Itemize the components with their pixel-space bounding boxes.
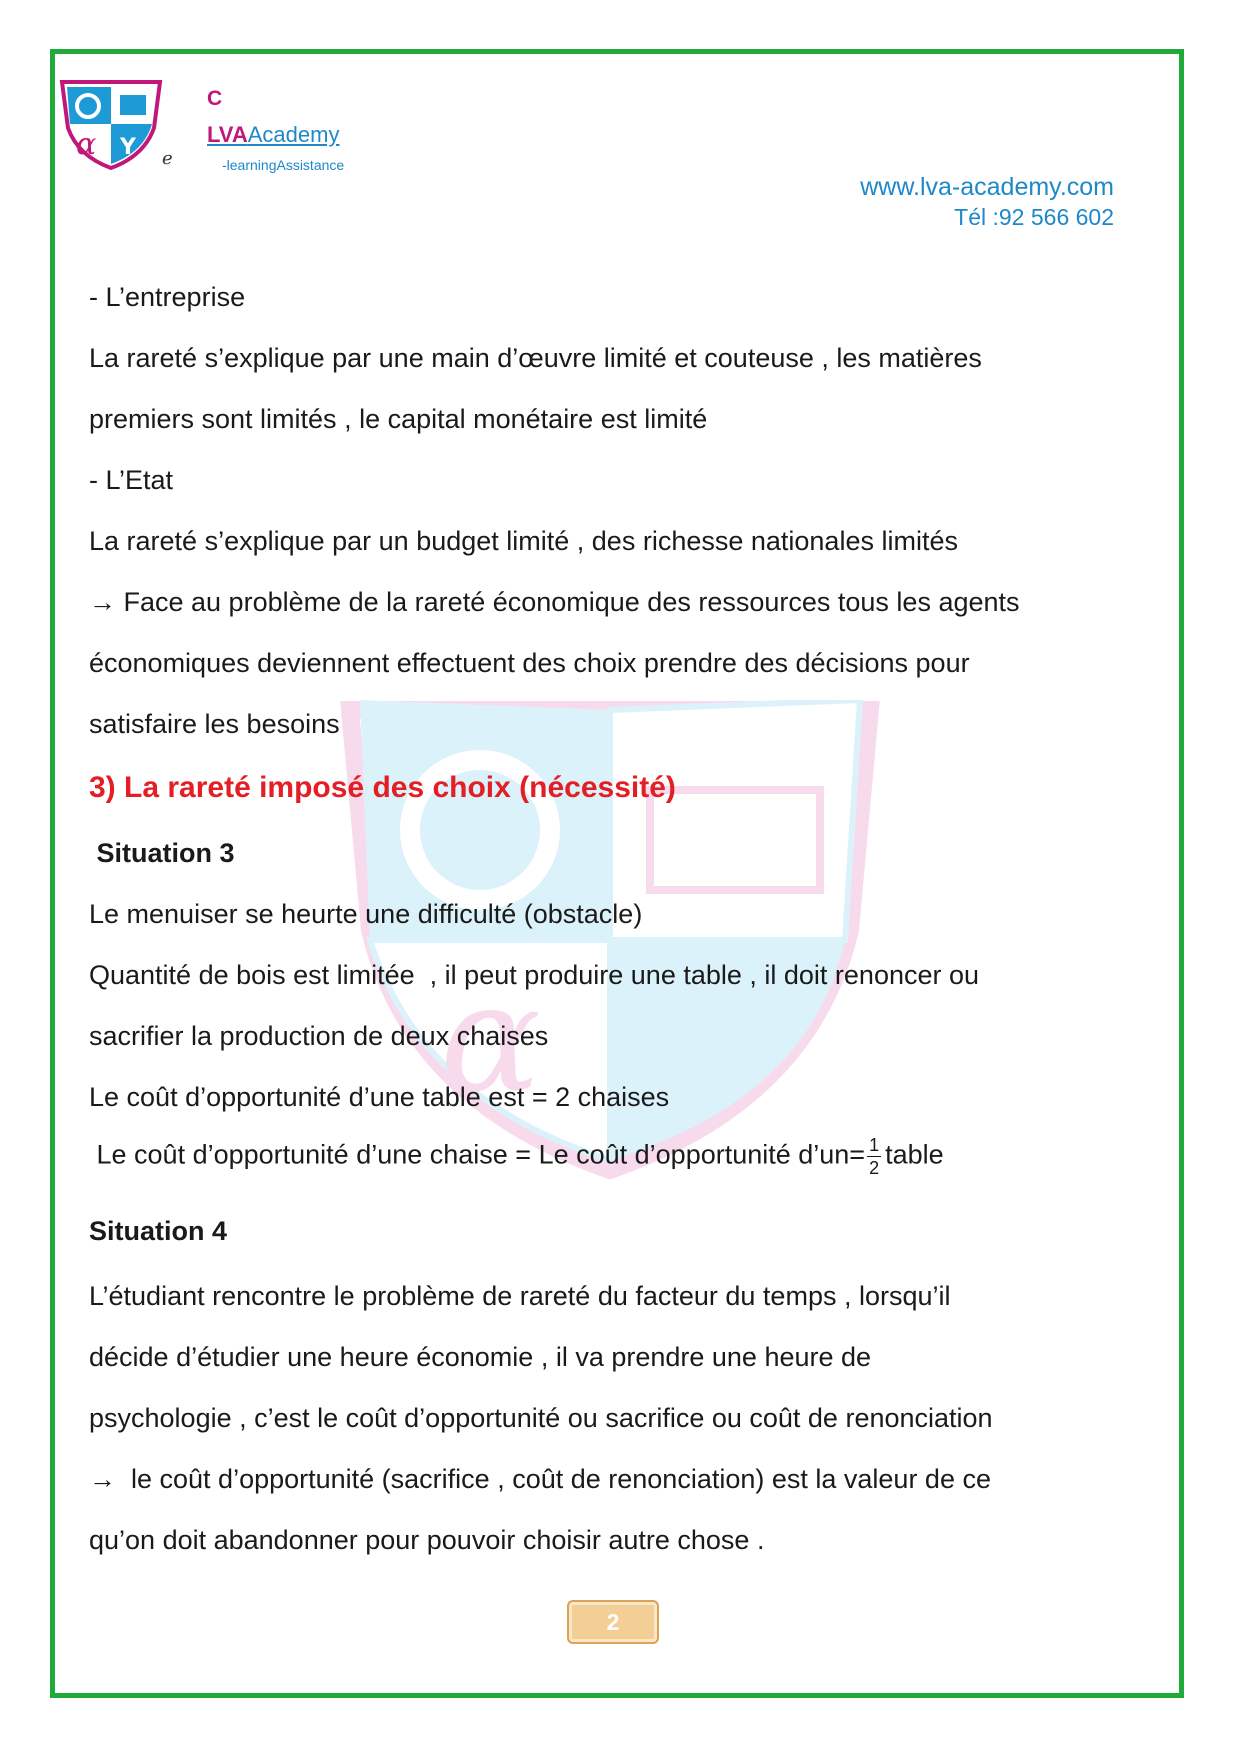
fraction-one-half: [867, 1136, 881, 1177]
fraction-denominator: 2: [869, 1158, 880, 1178]
paragraph-line: → le coût d’opportunité (sacrifice , coût de renonciation) est la valeur de ce: [89, 1464, 991, 1494]
paragraph-line: premiers sont limités , le capital monétaire est limité: [89, 404, 708, 434]
brand-academy: Academy: [247, 122, 340, 147]
paragraph-line: psychologie , c’est le coût d’opportunité ou sacrifice ou coût de renonciation: [89, 1403, 993, 1433]
paragraph-line: économiques deviennent effectuent des choix prendre des décisions pour: [89, 648, 970, 678]
formula-unit: table: [885, 1139, 944, 1170]
paragraph-line: sacrifier la production de deux chaises: [89, 1021, 549, 1051]
situation-3-heading: Situation 3: [89, 838, 235, 868]
brand-lva: LVA: [207, 122, 248, 147]
paragraph-line: - L’entreprise: [89, 282, 246, 312]
situation-4-heading: Situation 4: [89, 1216, 228, 1246]
paragraph-line: → Face au problème de la rareté économique des ressources tous les agents: [89, 587, 1020, 617]
lva-academy-logo: [58, 78, 164, 170]
svg-text:α: α: [440, 952, 542, 1126]
paragraph-line: La rareté s’explique par une main d’œuvre limité et couteuse , les matières: [89, 343, 982, 373]
svg-text:α: α: [76, 127, 97, 162]
fraction-numerator: 1: [869, 1135, 880, 1155]
paragraph-line: Quantité de bois est limitée , il peut produire une table , il doit renoncer ou: [89, 960, 980, 990]
paragraph-line: La rareté s’explique par un budget limité , des richesse nationales limités: [89, 526, 958, 556]
paragraph-line: décide d’étudier une heure économie , il va prendre une heure de: [89, 1342, 872, 1372]
page-number-badge: 2: [567, 1600, 659, 1644]
svg-text:Y: Y: [120, 135, 136, 160]
contact-block: [860, 172, 1114, 232]
brand-letter: C: [207, 87, 223, 110]
paragraph-line: qu’on doit abandonner pour pouvoir choisir autre chose .: [89, 1525, 765, 1555]
section-heading: 3) La rareté imposé des choix (nécessité): [89, 771, 676, 804]
website-link[interactable]: www.lva-academy.com: [860, 173, 1114, 201]
formula-text: Le coût d’opportunité d’une chaise = Le coût d’opportunité d’un=: [89, 1139, 866, 1170]
brand-name: [207, 122, 339, 148]
logo-e-mark: e: [162, 148, 173, 169]
brand-tagline: -learningAssistance: [222, 157, 345, 173]
phone-number: Tél :92 566 602: [954, 204, 1114, 230]
paragraph-line: Le coût d’opportunité d’une table est = 2 chaises: [89, 1082, 670, 1112]
paragraph-line: L’étudiant rencontre le problème de rareté du facteur du temps , lorsqu’il: [89, 1281, 951, 1311]
paragraph-line: Le menuiser se heurte une difficulté (obstacle): [89, 899, 643, 929]
paragraph-line: satisfaire les besoins: [89, 709, 340, 739]
paragraph-line: - L’Etat: [89, 465, 174, 495]
formula-line: [89, 1136, 944, 1177]
